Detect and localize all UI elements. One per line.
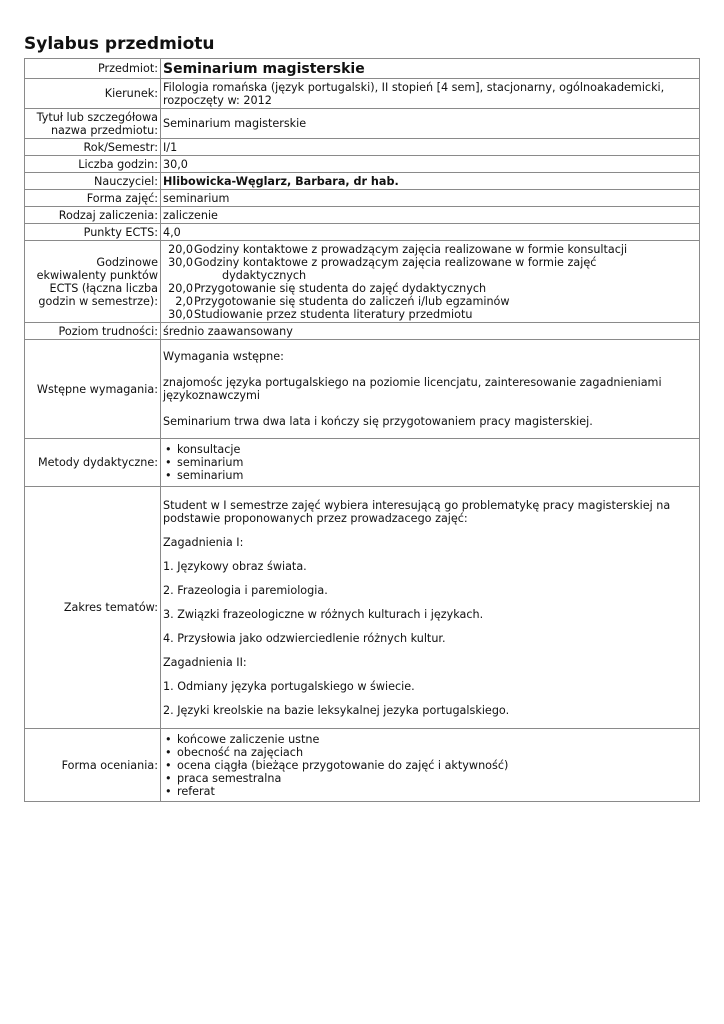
hours-value: 2,0 bbox=[175, 294, 193, 308]
value-ects: 4,0 bbox=[161, 224, 700, 241]
list-item: • obecność na zajęciach bbox=[165, 746, 697, 759]
value-metody bbox=[161, 439, 700, 487]
topic-item: 4. Przysłowia jako odzwierciedlenie różnych kultur. bbox=[163, 631, 446, 645]
list-item: • praca semestralna bbox=[165, 772, 697, 785]
hours-description bbox=[193, 295, 510, 308]
row-rodzaj bbox=[25, 207, 700, 224]
page-title: Sylabus przedmiotu bbox=[24, 34, 215, 54]
row-przedmiot bbox=[25, 59, 700, 79]
hours-value: 20,0 bbox=[168, 281, 193, 295]
label-ocenianie: Forma oceniania: bbox=[25, 729, 161, 802]
hours-description-continued: dydaktycznych bbox=[222, 268, 307, 282]
row-ects bbox=[25, 224, 700, 241]
topic-item: 3. Związki frazeologiczne w różnych kulturach i językach. bbox=[163, 607, 484, 621]
list-item: • konsultacje bbox=[165, 443, 697, 456]
row-ocenianie bbox=[25, 729, 700, 802]
requirements-text: znajomośc języka portugalskiego na poziomie licencjatu, zainteresowanie zagadnieniami językoznawczymi bbox=[163, 376, 662, 402]
label-metody: Metody dydaktyczne: bbox=[25, 439, 161, 487]
value-zakres bbox=[161, 487, 700, 729]
row-forma bbox=[25, 190, 700, 207]
row-metody bbox=[25, 439, 700, 487]
row-godziny bbox=[25, 156, 700, 173]
value-rok: I/1 bbox=[161, 139, 700, 156]
hours-description-text: Przygotowanie się studenta do zajęć dydaktycznych bbox=[194, 281, 487, 295]
requirements-heading: Wymagania wstępne: bbox=[163, 350, 284, 363]
value-kierunek: Filologia romańska (język portugalski), II stopień [4 sem], stacjonarny, ogólnoakademicki, rozpoczęty w: 2012 bbox=[161, 79, 700, 109]
topics-group-heading: Zagadnienia II: bbox=[163, 655, 247, 669]
list-item: • seminarium bbox=[165, 456, 697, 469]
hours-row bbox=[163, 308, 697, 321]
value-forma: seminarium bbox=[161, 190, 700, 207]
hours-value: 30,0 bbox=[168, 307, 193, 321]
hours-description-text: Godziny kontaktowe z prowadzącym zajęcia realizowane w formie zajęć bbox=[194, 255, 597, 269]
value-ocenianie bbox=[161, 729, 700, 802]
topic-item: 1. Językowy obraz świata. bbox=[163, 559, 307, 573]
value-tytul: Seminarium magisterskie bbox=[161, 109, 700, 139]
topics-intro: Student w I semestrze zajęć wybiera interesującą go problematykę pracy magisterskiej na podstawie proponowanych przez prowadzacego zajęć: bbox=[163, 498, 671, 525]
list-item: • ocena ciągła (bieżące przygotowanie do zajęć i aktywność) bbox=[165, 759, 697, 772]
topic-item: 1. Odmiany języka portugalskiego w świecie. bbox=[163, 679, 415, 693]
list-item: • końcowe zaliczenie ustne bbox=[165, 733, 697, 746]
topics-group-heading: Zagadnienia I: bbox=[163, 535, 244, 549]
value-wymagania bbox=[161, 340, 700, 439]
hours-row bbox=[163, 256, 697, 282]
hours-value: 30,0 bbox=[168, 255, 193, 269]
hours-row bbox=[163, 243, 697, 256]
row-kierunek bbox=[25, 79, 700, 109]
assessment-list bbox=[163, 733, 697, 798]
hours-row bbox=[163, 295, 697, 308]
hours-description bbox=[193, 256, 596, 282]
topic-item: 2. Języki kreolskie na bazie leksykalnej jezyka portugalskiego. bbox=[163, 703, 510, 717]
value-nauczyciel: Hlibowicka-Węglarz, Barbara, dr hab. bbox=[161, 173, 700, 190]
label-ects: Punkty ECTS: bbox=[25, 224, 161, 241]
hours-description-text: Przygotowanie się studenta do zaliczeń i/lub egzaminów bbox=[194, 294, 510, 308]
row-nauczyciel bbox=[25, 173, 700, 190]
label-poziom: Poziom trudności: bbox=[25, 323, 161, 340]
label-kierunek: Kierunek: bbox=[25, 79, 161, 109]
label-godziny: Liczba godzin: bbox=[25, 156, 161, 173]
hours-value: 20,0 bbox=[168, 242, 193, 256]
row-zakres bbox=[25, 487, 700, 729]
row-rok bbox=[25, 139, 700, 156]
hours-description-text: Studiowanie przez studenta literatury przedmiotu bbox=[194, 307, 473, 321]
value-przedmiot: Seminarium magisterskie bbox=[161, 59, 700, 79]
hours-description bbox=[193, 308, 472, 321]
hours-description-text: Godziny kontaktowe z prowadzącym zajęcia realizowane w formie konsultacji bbox=[194, 242, 628, 256]
label-ekwiwalenty: Godzinowe ekwiwalenty punktów ECTS (łączna liczba godzin w semestrze): bbox=[25, 241, 161, 323]
requirements-note: Seminarium trwa dwa lata i kończy się przygotowaniem pracy magisterskiej. bbox=[163, 415, 593, 428]
syllabus-table bbox=[24, 58, 700, 802]
row-wymagania bbox=[25, 340, 700, 439]
value-poziom: średnio zaawansowany bbox=[161, 323, 700, 340]
label-forma: Forma zajęć: bbox=[25, 190, 161, 207]
value-godziny: 30,0 bbox=[161, 156, 700, 173]
label-rodzaj: Rodzaj zaliczenia: bbox=[25, 207, 161, 224]
label-nauczyciel: Nauczyciel: bbox=[25, 173, 161, 190]
row-tytul bbox=[25, 109, 700, 139]
list-item: • referat bbox=[165, 785, 697, 798]
hours-description bbox=[193, 243, 627, 256]
row-ekwiwalenty bbox=[25, 241, 700, 323]
value-rodzaj: zaliczenie bbox=[161, 207, 700, 224]
label-tytul: Tytuł lub szczegółowa nazwa przedmiotu: bbox=[25, 109, 161, 139]
topic-item: 2. Frazeologia i paremiologia. bbox=[163, 583, 328, 597]
label-rok: Rok/Semestr: bbox=[25, 139, 161, 156]
hours-row bbox=[163, 282, 697, 295]
list-item: • seminarium bbox=[165, 469, 697, 482]
label-przedmiot: Przedmiot: bbox=[25, 59, 161, 79]
row-poziom bbox=[25, 323, 700, 340]
hours-description bbox=[193, 282, 486, 295]
methods-list bbox=[163, 443, 697, 482]
label-zakres: Zakres tematów: bbox=[25, 487, 161, 729]
value-ekwiwalenty bbox=[161, 241, 700, 323]
label-wymagania: Wstępne wymagania: bbox=[25, 340, 161, 439]
